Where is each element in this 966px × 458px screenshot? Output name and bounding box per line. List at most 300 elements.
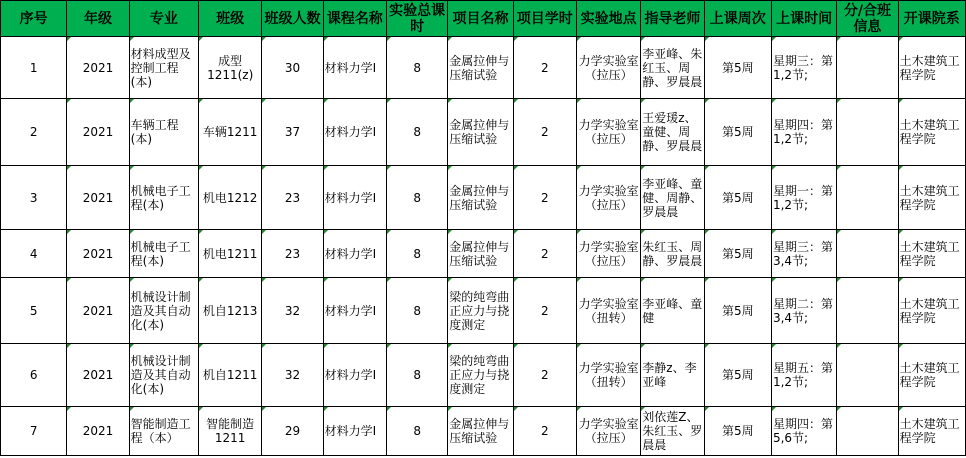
cell-course[interactable]: [323, 278, 386, 344]
cell-note-marker: [387, 344, 391, 348]
cell-project[interactable]: [448, 166, 513, 230]
cell-total-hours[interactable]: [386, 344, 447, 407]
cell-department[interactable]: [898, 37, 965, 99]
cell-major[interactable]: [129, 278, 198, 344]
cell-project[interactable]: [448, 407, 513, 456]
cell-note-marker: [67, 99, 71, 103]
cell-text: 星期二：第3,4节;: [772, 296, 833, 325]
cell-class-size[interactable]: [262, 230, 323, 278]
cell-note-marker: [899, 407, 903, 411]
cell-text: 机械电子工程(本): [130, 239, 191, 268]
cell-project-hours[interactable]: [513, 166, 576, 230]
cell-location[interactable]: [576, 344, 640, 407]
cell-text: 土木建筑工程学院: [899, 361, 960, 389]
cell-class-info[interactable]: [837, 278, 898, 344]
cell-note-marker: [448, 99, 452, 103]
cell-text: 李静z、李亚峰: [642, 361, 697, 389]
cell-note-marker: [130, 407, 134, 411]
cell-text: 材料力学I: [324, 60, 377, 75]
cell-location[interactable]: [576, 278, 640, 344]
cell-note-marker: [324, 230, 328, 234]
cell-text: 力学实验室（拉压）: [578, 118, 639, 146]
cell-index[interactable]: [1, 344, 67, 407]
cell-note-marker: [448, 278, 452, 282]
cell-note-marker: [514, 278, 518, 282]
cell-text: 星期四：第5,6节;: [772, 417, 833, 445]
cell-time[interactable]: [771, 278, 836, 344]
cell-note-marker: [577, 99, 581, 103]
cell-department[interactable]: [898, 344, 965, 407]
cell-text: 智能制造1211: [206, 417, 255, 445]
cell-class-info[interactable]: [837, 37, 898, 99]
cell-project[interactable]: [448, 37, 513, 99]
cell-department[interactable]: [898, 407, 965, 456]
cell-instructors[interactable]: [641, 99, 704, 166]
cell-location[interactable]: [576, 166, 640, 230]
cell-note-marker: [448, 344, 452, 348]
cell-location[interactable]: [576, 407, 640, 456]
cell-note-marker: [705, 278, 709, 282]
cell-grade[interactable]: [67, 99, 129, 166]
cell-note-marker: [67, 230, 71, 234]
cell-text: 8: [413, 303, 421, 318]
cell-course[interactable]: [323, 344, 386, 407]
cell-note-marker: [262, 37, 266, 41]
cell-time[interactable]: [771, 37, 836, 99]
cell-note-marker: [67, 407, 71, 411]
cell-time[interactable]: [771, 99, 836, 166]
cell-note-marker: [641, 230, 645, 234]
cell-total-hours[interactable]: [386, 99, 447, 166]
table-row: [1, 230, 966, 278]
cell-note-marker: [199, 99, 203, 103]
cell-major[interactable]: [129, 99, 198, 166]
cell-note-marker: [448, 407, 452, 411]
cell-text: 机自1213: [202, 303, 258, 318]
cell-text: 材料力学I: [324, 190, 377, 205]
cell-course[interactable]: [323, 37, 386, 99]
cell-text: 金属拉伸与压缩试验: [449, 53, 510, 82]
header-cell[interactable]: 班级: [199, 1, 262, 37]
cell-instructors[interactable]: [641, 230, 704, 278]
cell-instructors[interactable]: [641, 278, 704, 344]
cell-class-info[interactable]: [837, 344, 898, 407]
cell-week[interactable]: [704, 37, 771, 99]
cell-note-marker: [577, 344, 581, 348]
cell-note-marker: [837, 99, 841, 103]
cell-class-info[interactable]: [837, 407, 898, 456]
cell-text: 李亚峰、童健、周静、罗晨晨: [642, 176, 703, 219]
cell-department[interactable]: [898, 99, 965, 166]
cell-class[interactable]: [199, 278, 262, 344]
cell-major[interactable]: [129, 407, 198, 456]
cell-text: 8: [413, 246, 421, 261]
cell-index[interactable]: [1, 230, 67, 278]
cell-note-marker: [772, 99, 776, 103]
cell-text: 智能制造工程（本）: [130, 417, 191, 445]
cell-major[interactable]: [129, 166, 198, 230]
cell-grade[interactable]: [67, 278, 129, 344]
cell-course[interactable]: [323, 166, 386, 230]
cell-text: 土木建筑工程学院: [899, 417, 960, 445]
cell-class-size[interactable]: [262, 37, 323, 99]
cell-note-marker: [130, 99, 134, 103]
cell-week[interactable]: [704, 230, 771, 278]
cell-week[interactable]: [704, 407, 771, 456]
cell-text: 力学实验室（扭转）: [578, 296, 639, 325]
cell-text: 2: [540, 303, 549, 318]
cell-text: 4: [29, 246, 38, 261]
cell-note-marker: [387, 230, 391, 234]
cell-note-marker: [705, 344, 709, 348]
cell-text: 30: [284, 60, 301, 75]
cell-text: 2021: [82, 424, 114, 438]
cell-project[interactable]: [448, 278, 513, 344]
cell-note-marker: [837, 344, 841, 348]
cell-note-marker: [641, 344, 645, 348]
cell-note-marker: [130, 166, 134, 170]
cell-note-marker: [577, 407, 581, 411]
cell-note-marker: [899, 278, 903, 282]
cell-text: 材料力学I: [324, 368, 377, 382]
cell-location[interactable]: [576, 37, 640, 99]
cell-note-marker: [837, 166, 841, 170]
cell-project-hours[interactable]: [513, 344, 576, 407]
cell-instructors[interactable]: [641, 344, 704, 407]
cell-index[interactable]: [1, 407, 67, 456]
cell-note-marker: [772, 278, 776, 282]
cell-note-marker: [262, 344, 266, 348]
cell-note-marker: [262, 278, 266, 282]
cell-text: 32: [284, 368, 301, 382]
cell-project-hours[interactable]: [513, 37, 576, 99]
cell-grade[interactable]: [67, 37, 129, 99]
cell-total-hours[interactable]: [386, 166, 447, 230]
cell-location[interactable]: [576, 99, 640, 166]
cell-class-size[interactable]: [262, 99, 323, 166]
cell-note-marker: [67, 166, 71, 170]
table-row: [1, 278, 966, 344]
cell-note-marker: [641, 37, 645, 41]
cell-note-marker: [130, 278, 134, 282]
cell-project[interactable]: [448, 230, 513, 278]
cell-week[interactable]: [704, 99, 771, 166]
cell-note-marker: [130, 37, 134, 41]
cell-text: 星期一：第1,2节;: [772, 183, 833, 212]
cell-project[interactable]: [448, 344, 513, 407]
cell-note-marker: [577, 230, 581, 234]
cell-text: 37: [284, 125, 301, 139]
cell-note-marker: [837, 37, 841, 41]
cell-text: 2021: [82, 60, 114, 75]
cell-instructors[interactable]: [641, 166, 704, 230]
cell-department[interactable]: [898, 278, 965, 344]
cell-time[interactable]: [771, 344, 836, 407]
header-cell[interactable]: 实验地点: [576, 1, 640, 37]
cell-text: 李亚峰、朱红玉、周静、罗晨晨: [642, 46, 703, 89]
cell-class[interactable]: [199, 407, 262, 456]
cell-note-marker: [387, 99, 391, 103]
cell-note-marker: [262, 166, 266, 170]
table-row: [1, 407, 966, 456]
cell-instructors[interactable]: [641, 407, 704, 456]
cell-text: 材料力学I: [324, 303, 377, 318]
cell-note-marker: [262, 230, 266, 234]
cell-note-marker: [577, 278, 581, 282]
cell-text: 土木建筑工程学院: [899, 53, 960, 82]
cell-text: 星期三：第3,4节;: [772, 239, 833, 268]
cell-text: 金属拉伸与压缩试验: [449, 239, 510, 268]
cell-text: 第5周: [721, 303, 754, 318]
cell-text: 8: [413, 190, 421, 205]
cell-project-hours[interactable]: [513, 230, 576, 278]
header-cell[interactable]: 上课周次: [704, 1, 771, 37]
cell-course[interactable]: [323, 99, 386, 166]
cell-note-marker: [324, 99, 328, 103]
cell-text: 第5周: [721, 368, 754, 382]
cell-total-hours[interactable]: [386, 278, 447, 344]
cell-text: 土木建筑工程学院: [899, 296, 960, 325]
cell-text: 8: [413, 125, 421, 139]
cell-text: 李亚峰、童健: [642, 296, 703, 325]
cell-text: 2: [540, 190, 549, 205]
cell-class-size[interactable]: [262, 344, 323, 407]
cell-note-marker: [641, 99, 645, 103]
cell-text: 2021: [82, 303, 114, 318]
cell-text: 2: [540, 60, 549, 75]
cell-total-hours[interactable]: [386, 230, 447, 278]
cell-note-marker: [324, 166, 328, 170]
cell-major[interactable]: [129, 37, 198, 99]
cell-text: 2021: [82, 246, 114, 261]
cell-note-marker: [641, 166, 645, 170]
cell-text: 23: [284, 190, 301, 205]
cell-class[interactable]: [199, 344, 262, 407]
cell-note-marker: [772, 166, 776, 170]
cell-note-marker: [705, 37, 709, 41]
cell-text: 机自1211: [202, 368, 258, 382]
cell-note-marker: [514, 166, 518, 170]
table-body: [1, 37, 966, 456]
cell-text: 2: [540, 424, 549, 438]
cell-note-marker: [899, 99, 903, 103]
cell-text: 土木建筑工程学院: [899, 183, 960, 212]
header-cell[interactable]: 实验总课时: [386, 1, 447, 37]
cell-note-marker: [705, 407, 709, 411]
cell-time[interactable]: [771, 407, 836, 456]
cell-text: 2021: [82, 125, 114, 139]
cell-project-hours[interactable]: [513, 99, 576, 166]
cell-text: 8: [413, 368, 421, 382]
cell-location[interactable]: [576, 230, 640, 278]
cell-text: 星期四：第1,2节;: [772, 118, 833, 146]
cell-week[interactable]: [704, 278, 771, 344]
cell-text: 机电1211: [202, 246, 258, 261]
cell-class-size[interactable]: [262, 166, 323, 230]
cell-text: 力学实验室（拉压）: [578, 183, 639, 212]
cell-note-marker: [262, 407, 266, 411]
cell-text: 土木建筑工程学院: [899, 118, 960, 146]
cell-text: 梁的纯弯曲正应力与挠度测定: [449, 354, 510, 396]
cell-text: 王爱瑗z、童健、周静、罗晨晨: [642, 111, 703, 153]
cell-index[interactable]: [1, 99, 67, 166]
cell-text: 力学实验室（拉压）: [578, 53, 639, 82]
cell-class-size[interactable]: [262, 407, 323, 456]
cell-index[interactable]: [1, 278, 67, 344]
cell-note-marker: [199, 407, 203, 411]
header-row: [1, 1, 966, 37]
cell-time[interactable]: [771, 166, 836, 230]
cell-text: 刘依莲Z、朱红玉、罗晨晨: [642, 410, 703, 452]
cell-note-marker: [705, 99, 709, 103]
header-cell[interactable]: 班级人数: [262, 1, 323, 37]
cell-note-marker: [772, 37, 776, 41]
cell-text: 成型1211(z): [207, 53, 254, 82]
cell-class-info[interactable]: [837, 230, 898, 278]
cell-note-marker: [448, 230, 452, 234]
cell-note-marker: [67, 278, 71, 282]
cell-note-marker: [199, 37, 203, 41]
cell-department[interactable]: [898, 166, 965, 230]
cell-project-hours[interactable]: [513, 278, 576, 344]
cell-text: 材料力学I: [324, 125, 377, 139]
cell-note-marker: [199, 278, 203, 282]
header-cell[interactable]: 分/合班信息: [837, 1, 898, 37]
cell-text: 机械设计制造及其自动化(本): [130, 289, 191, 332]
header-cell[interactable]: 序号: [1, 1, 67, 37]
cell-text: 2: [540, 368, 549, 382]
cell-week[interactable]: [704, 344, 771, 407]
cell-time[interactable]: [771, 230, 836, 278]
cell-note-marker: [705, 230, 709, 234]
header-cell[interactable]: 项目学时: [513, 1, 576, 37]
table-row: [1, 99, 966, 166]
table-row: [1, 166, 966, 230]
cell-text: 7: [29, 424, 38, 438]
table-row: [1, 344, 966, 407]
cell-note-marker: [772, 407, 776, 411]
cell-grade[interactable]: [67, 344, 129, 407]
cell-note-marker: [514, 37, 518, 41]
cell-note-marker: [324, 344, 328, 348]
cell-text: 金属拉伸与压缩试验: [449, 118, 510, 146]
cell-text: 金属拉伸与压缩试验: [449, 417, 510, 445]
cell-text: 材料成型及控制工程(本): [130, 46, 191, 89]
cell-grade[interactable]: [67, 230, 129, 278]
cell-text: 2: [540, 246, 549, 261]
cell-class-info[interactable]: [837, 99, 898, 166]
cell-class[interactable]: [199, 99, 262, 166]
cell-class[interactable]: [199, 166, 262, 230]
table-row: [1, 37, 966, 99]
cell-note-marker: [387, 278, 391, 282]
cell-total-hours[interactable]: [386, 407, 447, 456]
cell-class[interactable]: [199, 230, 262, 278]
cell-instructors[interactable]: [641, 37, 704, 99]
cell-major[interactable]: [129, 344, 198, 407]
cell-text: 第5周: [721, 424, 754, 438]
header-cell[interactable]: 上课时间: [771, 1, 836, 37]
cell-text: 第5周: [721, 125, 754, 139]
cell-text: 朱红玉、周静、罗晨晨: [642, 239, 703, 268]
cell-grade[interactable]: [67, 166, 129, 230]
cell-text: 机械电子工程(本): [130, 183, 191, 212]
cell-total-hours[interactable]: [386, 37, 447, 99]
cell-text: 星期三：第1,2节;: [772, 53, 833, 82]
cell-note-marker: [641, 407, 645, 411]
header-cell[interactable]: 专业: [129, 1, 198, 37]
cell-text: 2: [540, 125, 549, 139]
header-cell[interactable]: 课程名称: [323, 1, 386, 37]
cell-note-marker: [199, 230, 203, 234]
cell-note-marker: [67, 37, 71, 41]
cell-text: 材料力学I: [324, 246, 377, 261]
cell-note-marker: [448, 37, 452, 41]
cell-grade[interactable]: [67, 407, 129, 456]
cell-note-marker: [514, 344, 518, 348]
cell-text: 6: [29, 368, 38, 382]
cell-note-marker: [324, 407, 328, 411]
cell-class-info[interactable]: [837, 166, 898, 230]
cell-week[interactable]: [704, 166, 771, 230]
cell-note-marker: [514, 407, 518, 411]
cell-text: 32: [284, 303, 301, 318]
cell-major[interactable]: [129, 230, 198, 278]
cell-text: 车辆工程(本): [130, 118, 179, 146]
cell-index[interactable]: [1, 37, 67, 99]
cell-note-marker: [130, 230, 134, 234]
cell-class[interactable]: [199, 37, 262, 99]
cell-text: 8: [413, 60, 421, 75]
cell-text: 2: [29, 125, 38, 139]
cell-text: 机械设计制造及其自动化(本): [130, 354, 191, 396]
cell-text: 1: [29, 60, 38, 75]
cell-note-marker: [67, 344, 71, 348]
cell-note-marker: [899, 344, 903, 348]
cell-note-marker: [130, 344, 134, 348]
cell-note-marker: [705, 166, 709, 170]
cell-class-size[interactable]: [262, 278, 323, 344]
cell-text: 第5周: [721, 246, 754, 261]
cell-note-marker: [837, 278, 841, 282]
cell-note-marker: [899, 230, 903, 234]
cell-note-marker: [577, 166, 581, 170]
header-cell[interactable]: 指导老师: [641, 1, 704, 37]
cell-course[interactable]: [323, 230, 386, 278]
cell-note-marker: [324, 37, 328, 41]
cell-note-marker: [899, 37, 903, 41]
cell-note-marker: [199, 166, 203, 170]
cell-text: 力学实验室（拉压）: [578, 239, 639, 268]
header-cell[interactable]: 项目名称: [448, 1, 513, 37]
cell-note-marker: [387, 166, 391, 170]
cell-department[interactable]: [898, 230, 965, 278]
cell-note-marker: [262, 99, 266, 103]
cell-text: 5: [29, 303, 38, 318]
cell-project[interactable]: [448, 99, 513, 166]
header-cell[interactable]: 开课院系: [898, 1, 965, 37]
cell-text: 8: [413, 424, 421, 438]
cell-text: 金属拉伸与压缩试验: [449, 183, 510, 212]
cell-index[interactable]: [1, 166, 67, 230]
cell-text: 梁的纯弯曲正应力与挠度测定: [449, 289, 510, 332]
cell-text: 2021: [82, 190, 114, 205]
cell-project-hours[interactable]: [513, 407, 576, 456]
cell-course[interactable]: [323, 407, 386, 456]
cell-text: 机电1212: [202, 190, 258, 205]
cell-note-marker: [837, 230, 841, 234]
header-cell[interactable]: 年级: [67, 1, 129, 37]
